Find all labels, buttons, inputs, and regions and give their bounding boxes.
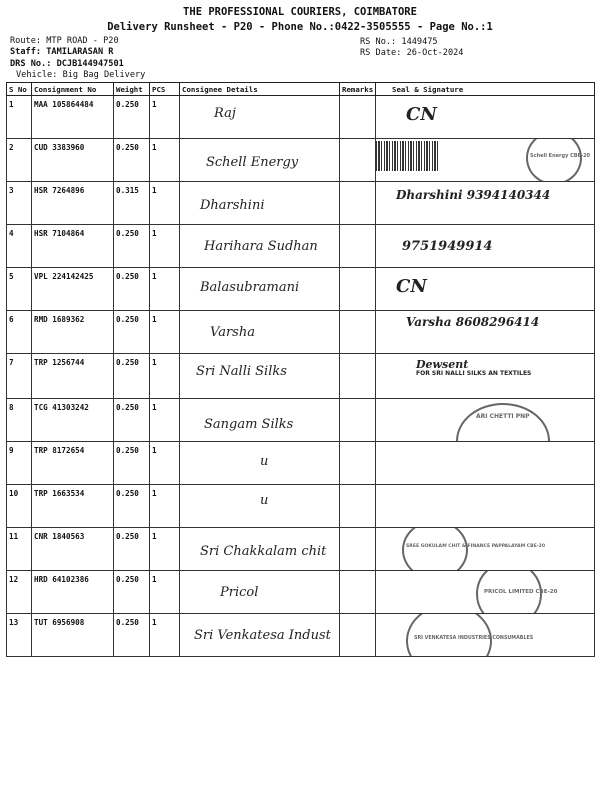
rs-number: RS No.: 1449475 — [360, 37, 438, 47]
table-row — [7, 96, 595, 139]
row-sno: 13 — [7, 614, 32, 657]
remarks-cell — [340, 96, 376, 139]
row-pcs: 1 — [150, 311, 180, 354]
column-header-sno: S No — [7, 83, 32, 96]
consignee-cell — [180, 614, 340, 657]
row-weight: 0.250 — [114, 528, 150, 571]
table-row — [7, 399, 595, 442]
row-consignment: TRP 8172654 — [32, 442, 114, 485]
column-header-pcs: PCS — [150, 83, 180, 96]
table-header-row — [7, 83, 595, 96]
consignee-cell — [180, 96, 340, 139]
row-weight: 0.250 — [114, 571, 150, 614]
row-sno: 6 — [7, 311, 32, 354]
consignee-cell — [180, 225, 340, 268]
row-weight: 0.250 — [114, 96, 150, 139]
row-consignment: TUT 6956908 — [32, 614, 114, 657]
consignee-handwritten: u — [260, 493, 269, 508]
column-header-consignee: Consignee Details — [180, 83, 340, 96]
signature-cell — [376, 614, 595, 657]
signature-cell — [376, 182, 595, 225]
row-pcs: 1 — [150, 442, 180, 485]
remarks-cell — [340, 614, 376, 657]
consignee-handwritten: Balasubramani — [200, 280, 300, 295]
remarks-cell — [340, 139, 376, 182]
row-weight: 0.250 — [114, 485, 150, 528]
consignee-cell — [180, 485, 340, 528]
company-title: THE PROFESSIONAL COURIERS, COIMBATORE — [183, 6, 417, 18]
row-weight: 0.250 — [114, 139, 150, 182]
remarks-cell — [340, 354, 376, 399]
row-sno: 9 — [7, 442, 32, 485]
row-weight: 0.250 — [114, 311, 150, 354]
consignee-cell — [180, 139, 340, 182]
signature-cell — [376, 354, 595, 399]
consignee-cell — [180, 311, 340, 354]
row-consignment: TCG 41303242 — [32, 399, 114, 442]
remarks-cell — [340, 311, 376, 354]
column-header-consignment: Consignment No — [32, 83, 114, 96]
row-pcs: 1 — [150, 399, 180, 442]
consignee-handwritten: Sangam Silks — [204, 417, 294, 432]
consignee-cell — [180, 354, 340, 399]
consignee-handwritten: Pricol — [220, 585, 259, 600]
row-consignment: HRD 64102386 — [32, 571, 114, 614]
table-row — [7, 528, 595, 571]
row-consignment: RMD 1689362 — [32, 311, 114, 354]
row-sno: 8 — [7, 399, 32, 442]
consignee-handwritten: Raj — [214, 106, 236, 121]
consignee-handwritten: Dharshini — [200, 198, 265, 213]
signature-cell — [376, 311, 595, 354]
signature-cell — [376, 96, 595, 139]
row-pcs: 1 — [150, 571, 180, 614]
remarks-cell — [340, 528, 376, 571]
sangam-stamp: ARI CHETTI PNP — [456, 403, 550, 442]
row-consignment: TRP 1663534 — [32, 485, 114, 528]
row-sno: 4 — [7, 225, 32, 268]
row-sno: 5 — [7, 268, 32, 311]
remarks-cell — [340, 182, 376, 225]
table-row — [7, 614, 595, 657]
column-header-weight: Weight — [114, 83, 150, 96]
signature-cell — [376, 571, 595, 614]
row-consignment: CNR 1840563 — [32, 528, 114, 571]
signature-handwritten: Varsha 8608296414 — [406, 315, 540, 329]
signature-handwritten: Dewsent — [416, 358, 469, 371]
table-row — [7, 571, 595, 614]
table-row — [7, 354, 595, 399]
row-pcs: 1 — [150, 614, 180, 657]
row-weight: 0.250 — [114, 225, 150, 268]
schell-stamp: Schell Energy CBE-20 — [526, 139, 582, 182]
table-row — [7, 442, 595, 485]
signature-cell — [376, 399, 595, 442]
chakkalam-stamp: SREE GOKULAM CHIT & FINANCE PAPPALAYAM CBE-20 — [402, 528, 468, 571]
column-header-remarks: Remarks — [340, 83, 376, 96]
table-row — [7, 139, 595, 182]
row-weight: 0.250 — [114, 268, 150, 311]
row-sno: 7 — [7, 354, 32, 399]
signature-cell — [376, 442, 595, 485]
signature-cell — [376, 139, 595, 182]
table-row — [7, 182, 595, 225]
signature-handwritten: 9751949914 — [402, 239, 493, 254]
runsheet-subtitle: Delivery Runsheet - P20 - Phone No.:0422-3505555 - Page No.:1 — [107, 21, 493, 33]
consignee-handwritten: Varsha — [210, 325, 255, 340]
signature-handwritten: CN — [396, 276, 427, 297]
table-row — [7, 268, 595, 311]
remarks-cell — [340, 485, 376, 528]
row-pcs: 1 — [150, 139, 180, 182]
row-sno: 3 — [7, 182, 32, 225]
row-weight: 0.250 — [114, 399, 150, 442]
remarks-cell — [340, 442, 376, 485]
pricol-stamp: PRICOL LIMITED CBE-20 — [476, 571, 542, 614]
barcode-image — [376, 141, 440, 171]
consignee-cell — [180, 268, 340, 311]
staff-info: Staff: TAMILARASAN R — [10, 47, 114, 57]
nalli-stamp-text: FOR SRI NALLI SILKS AN TEXTILES — [416, 370, 532, 377]
row-consignment: HSR 7104864 — [32, 225, 114, 268]
consignee-cell — [180, 571, 340, 614]
consignee-cell — [180, 528, 340, 571]
row-pcs: 1 — [150, 182, 180, 225]
signature-cell — [376, 225, 595, 268]
row-pcs: 1 — [150, 96, 180, 139]
remarks-cell — [340, 268, 376, 311]
row-sno: 1 — [7, 96, 32, 139]
row-pcs: 1 — [150, 528, 180, 571]
table-row — [7, 485, 595, 528]
row-pcs: 1 — [150, 225, 180, 268]
row-weight: 0.250 — [114, 354, 150, 399]
row-sno: 12 — [7, 571, 32, 614]
rs-date: RS Date: 26-Oct-2024 — [360, 48, 464, 58]
row-weight: 0.250 — [114, 614, 150, 657]
row-sno: 10 — [7, 485, 32, 528]
signature-cell — [376, 528, 595, 571]
remarks-cell — [340, 399, 376, 442]
row-consignment: HSR 7264896 — [32, 182, 114, 225]
row-weight: 0.315 — [114, 182, 150, 225]
consignee-cell — [180, 182, 340, 225]
table-row — [7, 225, 595, 268]
column-header-signature: Seal & Signature — [376, 83, 595, 96]
row-sno: 2 — [7, 139, 32, 182]
remarks-cell — [340, 225, 376, 268]
row-consignment: VPL 224142425 — [32, 268, 114, 311]
consignee-handwritten: u — [260, 454, 269, 469]
runsheet-table — [6, 82, 595, 657]
remarks-cell — [340, 571, 376, 614]
signature-handwritten: Dharshini 9394140344 — [396, 188, 551, 202]
vehicle-info: Vehicle: Big Bag Delivery — [16, 70, 146, 80]
row-weight: 0.250 — [114, 442, 150, 485]
signature-handwritten: CN — [406, 104, 437, 125]
venkatesa-stamp: SRI VENKATESA INDUSTRIES CONSUMABLES — [406, 614, 492, 657]
row-pcs: 1 — [150, 268, 180, 311]
consignee-handwritten: Sri Nalli Silks — [196, 364, 287, 379]
row-pcs: 1 — [150, 354, 180, 399]
table-row — [7, 311, 595, 354]
consignee-cell — [180, 442, 340, 485]
consignee-handwritten: Sri Venkatesa Indust — [194, 628, 331, 643]
consignee-handwritten: Harihara Sudhan — [204, 239, 318, 254]
consignee-handwritten: Schell Energy — [206, 155, 299, 170]
signature-cell — [376, 485, 595, 528]
row-consignment: MAA 105864484 — [32, 96, 114, 139]
consignee-handwritten: Sri Chakkalam chit — [200, 544, 327, 559]
row-consignment: CUD 3383960 — [32, 139, 114, 182]
row-consignment: TRP 1256744 — [32, 354, 114, 399]
consignee-cell — [180, 399, 340, 442]
signature-cell — [376, 268, 595, 311]
drs-number: DRS No.: DCJB144947501 — [10, 59, 124, 69]
route-info: Route: MTP ROAD - P20 — [10, 36, 119, 46]
row-pcs: 1 — [150, 485, 180, 528]
row-sno: 11 — [7, 528, 32, 571]
